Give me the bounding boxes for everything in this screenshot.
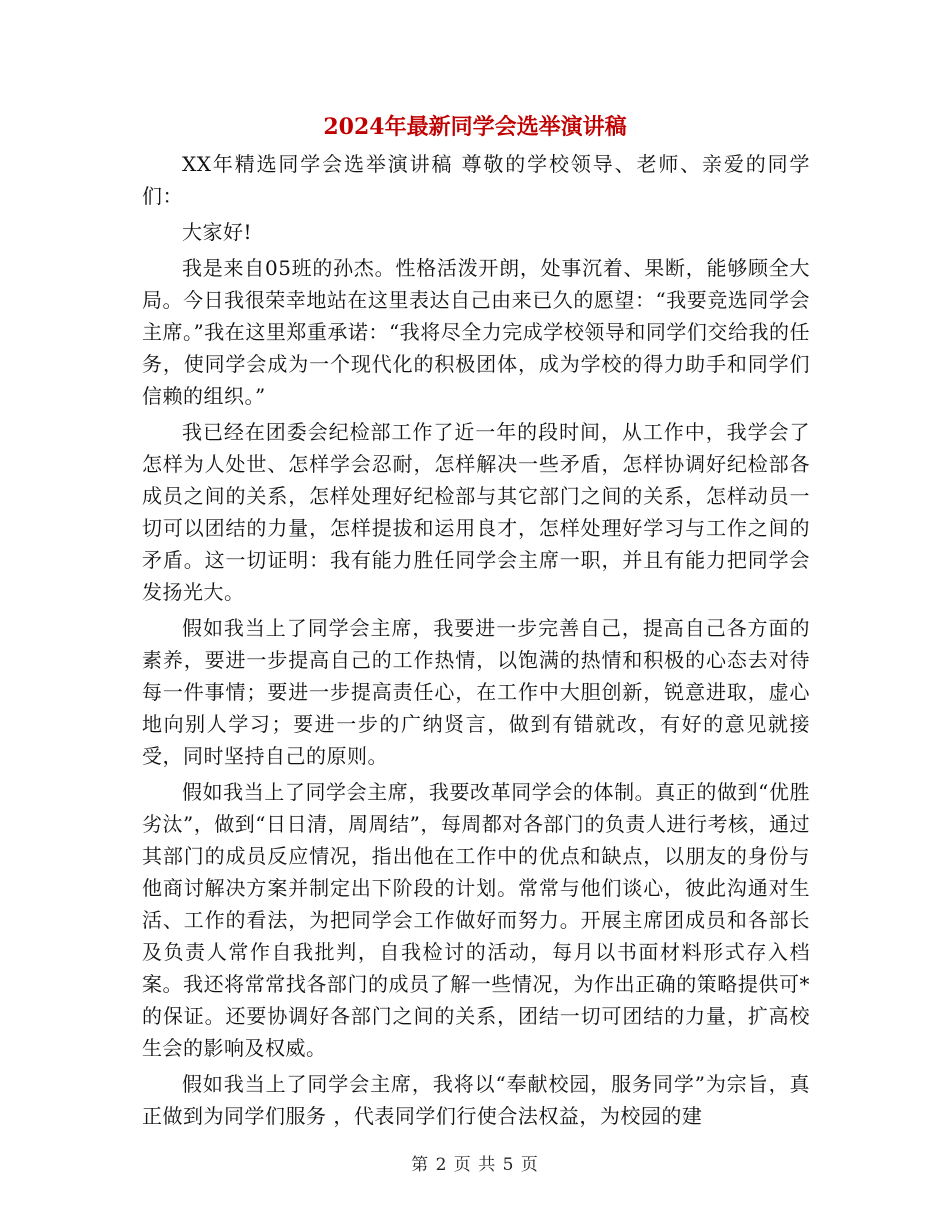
page-number-footer: 第 2 页 共 5 页 [411, 1155, 539, 1175]
document-title: 2024年最新同学会选举演讲稿 [323, 114, 627, 140]
paragraph-greeting: XX年精选同学会选举演讲稿 尊敬的学校领导、老师、亲爱的同学们： [142, 152, 810, 208]
paragraph-hello: 大家好! [182, 220, 253, 244]
paragraph-reform: 假如我当上了同学会主席，我要改革同学会的体制。真正的做到“优胜劣汰”，做到“日日清，周周结”，每周都对各部门的负责人进行考核，通过其部门的成员反应情况，指出他在工作中的优点和缺点，以朋友的身份与他商讨解决方案并制定出下阶段的计划。常常与他们谈心，彼此沟通对生活、工作的看法，为把同学会工作做好而努力。开展主席团成员和各部长及负责人常作自我批判，自我检讨的活动，每月以书面材料形式存入档案。我还将常常找各部门的成员了解一些情况，为作出正确的策略提供可*的保证。还要协调好各部门之间的关系，团结一切可团结的力量，扩高校生会的影响及权威。 [142, 780, 810, 1060]
paragraph-service: 假如我当上了同学会主席，我将以“奉献校园，服务同学”为宗旨，真正做到为同学们服务 ，代表同学们行使合法权益，为校园的建 [142, 1072, 810, 1128]
document-body [142, 148, 810, 1132]
paragraph-experience: 我已经在团委会纪检部工作了近一年的段时间，从工作中，我学会了怎样为人处世、怎样学会忍耐，怎样解决一些矛盾，怎样协调好纪检部各成员之间的关系，怎样处理好纪检部与其它部门之间的关系，怎样动员一切可以团结的力量，怎样提拔和运用良才，怎样处理好学习与工作之间的矛盾。这一切证明：我有能力胜任同学会主席一职，并且有能力把同学会发扬光大。 [142, 420, 810, 604]
paragraph-introduction: 我是来自05班的孙杰。性格活泼开朗，处事沉着、果断，能够顾全大局。今日我很荣幸地站在这里表达自己由来已久的愿望：“我要竞选同学会主席。”我在这里郑重承诺：“我将尽全力完成学校领导和同学们交给我的任务，使同学会成为一个现代化的积极团体，成为学校的得力助手和同学们信赖的组织。” [142, 256, 810, 408]
paragraph-self-improvement: 假如我当上了同学会主席，我要进一步完善自己，提高自己各方面的素养，要进一步提高自己的工作热情，以饱满的热情和积极的心态去对待每一件事情；要进一步提高责任心，在工作中大胆创新，锐意进取，虚心地向别人学习；要进一步的广纳贤言，做到有错就改，有好的意见就接受，同时坚持自己的原则。 [142, 616, 810, 768]
